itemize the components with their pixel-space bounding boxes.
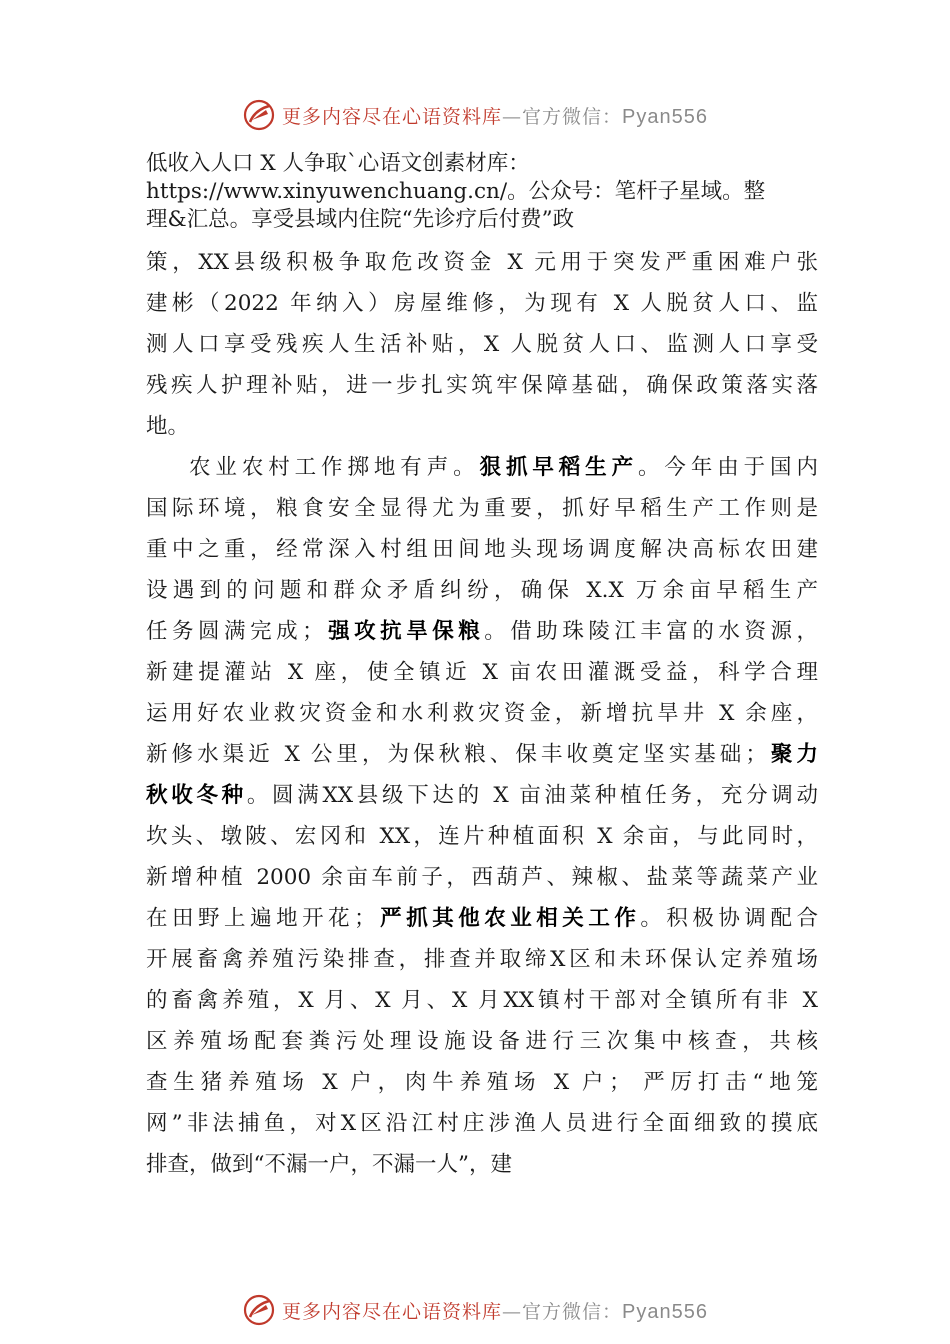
header-banner (0, 95, 950, 135)
document-body (146, 150, 818, 1185)
banner-text (282, 1297, 708, 1324)
text-line: 重中之重，经常深入村组田间地头现场调度解决高标农田建 (146, 537, 818, 562)
brand-logo-icon (242, 98, 276, 132)
bold-keyword: 强攻抗旱保粮 (323, 619, 485, 644)
text-line: 地。 (146, 414, 190, 439)
text-line: 区养殖场配套粪污处理设施设备进行三次集中核查，共核 (146, 1029, 818, 1054)
text-line (146, 611, 818, 652)
text-line: 国际环境，粮食安全显得尤为重要，抓好早稻生产工作则是 (146, 496, 818, 521)
text-line: 坎头、墩陂、宏冈和 XX，连片种植面积 X 余亩，与此同时， (146, 824, 818, 849)
text-line: 新增种植 2000 余亩车前子，西葫芦、辣椒、盐菜等蔬菜产业 (146, 865, 818, 890)
text-line: 残疾人护理补贴，进一步扎实筑牢保障基础，确保政策落实落 (146, 373, 818, 398)
text-line: 新建提灌站 X 座，使全镇近 X 亩农田灌溉受益，科学合理 (146, 660, 818, 685)
text-line: 网”非法捕鱼，对X区沿江村庄涉渔人员进行全面细致的摸底 (146, 1111, 818, 1136)
banner-dash: — (502, 1300, 523, 1323)
text-line: 的畜禽养殖，X 月、X 月、X 月XX镇村干部对全镇所有非 X (146, 988, 818, 1013)
banner-brand: 更多内容尽在心语资料库 (282, 105, 503, 128)
banner-wechat-id: Pyan556 (622, 1300, 708, 1323)
paragraph-1 (146, 242, 818, 447)
text-line: 建彬（2022 年纳入）房屋维修，为现有 X 人脱贫人口、监 (146, 291, 818, 316)
banner-dash: — (502, 105, 523, 128)
intro-block (146, 150, 818, 234)
banner-text (282, 102, 708, 129)
bold-keyword: 狠抓早稻生产 (479, 455, 638, 480)
text-line: 运用好农业救灾资金和水利救灾资金，新增抗旱井 X 余座， (146, 701, 818, 726)
text-line: 策，XX县级积极争取危改资金 X 元用于突发严重困难户张 (146, 250, 818, 275)
intro-line: https://www.xinyuwenchuang.cn/。公众号：笔杆子星域。整 (146, 179, 766, 204)
text-line (146, 775, 818, 816)
text-line (146, 447, 818, 488)
text-span: 。积极协调配合 (640, 906, 818, 931)
text-line (146, 734, 818, 775)
text-span: 任务圆满完成； (146, 619, 324, 644)
intro-line: 低收入人口 X 人争取`心语文创素材库： (146, 151, 530, 176)
banner-official: 官方微信： (522, 105, 623, 128)
bold-keyword: 秋收冬种 (146, 783, 247, 808)
text-line: 开展畜禽养殖污染排查，排查并取缔X区和未环保认定养殖场 (146, 947, 818, 972)
text-line: 设遇到的问题和群众矛盾纠纷，确保 X.X 万余亩早稻生产 (146, 578, 818, 603)
text-span: 在田野上遍地开花； (146, 906, 376, 931)
text-line: 查生猪养殖场 X 户，肉牛养殖场 X 户； 严厉打击“地笼 (146, 1070, 818, 1095)
text-line (146, 898, 818, 939)
bold-keyword: 严抓其他农业相关工作 (375, 906, 641, 931)
text-span: 。借助珠陵江丰富的水资源， (484, 619, 818, 644)
text-span: 。圆满XX县级下达的 X 亩油菜种植任务，充分调动 (246, 783, 818, 808)
brand-logo-icon (242, 1293, 276, 1327)
text-line: 排查，做到“不漏一户，不漏一人”，建 (146, 1152, 512, 1177)
banner-wechat-id: Pyan556 (622, 105, 708, 128)
banner-official: 官方微信： (522, 1300, 623, 1323)
bold-keyword: 聚力 (766, 742, 818, 767)
footer-banner (0, 1290, 950, 1330)
intro-line: 理&汇总。享受县域内住院“先诊疗后付费”政 (146, 207, 575, 232)
paragraph-2 (146, 447, 818, 1185)
banner-brand: 更多内容尽在心语资料库 (282, 1300, 503, 1323)
text-span: 。今年由于国内 (638, 455, 818, 480)
text-span: 新修水渠近 X 公里，为保秋粮、保丰收奠定坚实基础； (146, 742, 767, 767)
text-line: 测人口享受残疾人生活补贴，X 人脱贫人口、监测人口享受 (146, 332, 818, 357)
paragraph-heading: 农业农村工作掷地有声。 (189, 455, 480, 480)
